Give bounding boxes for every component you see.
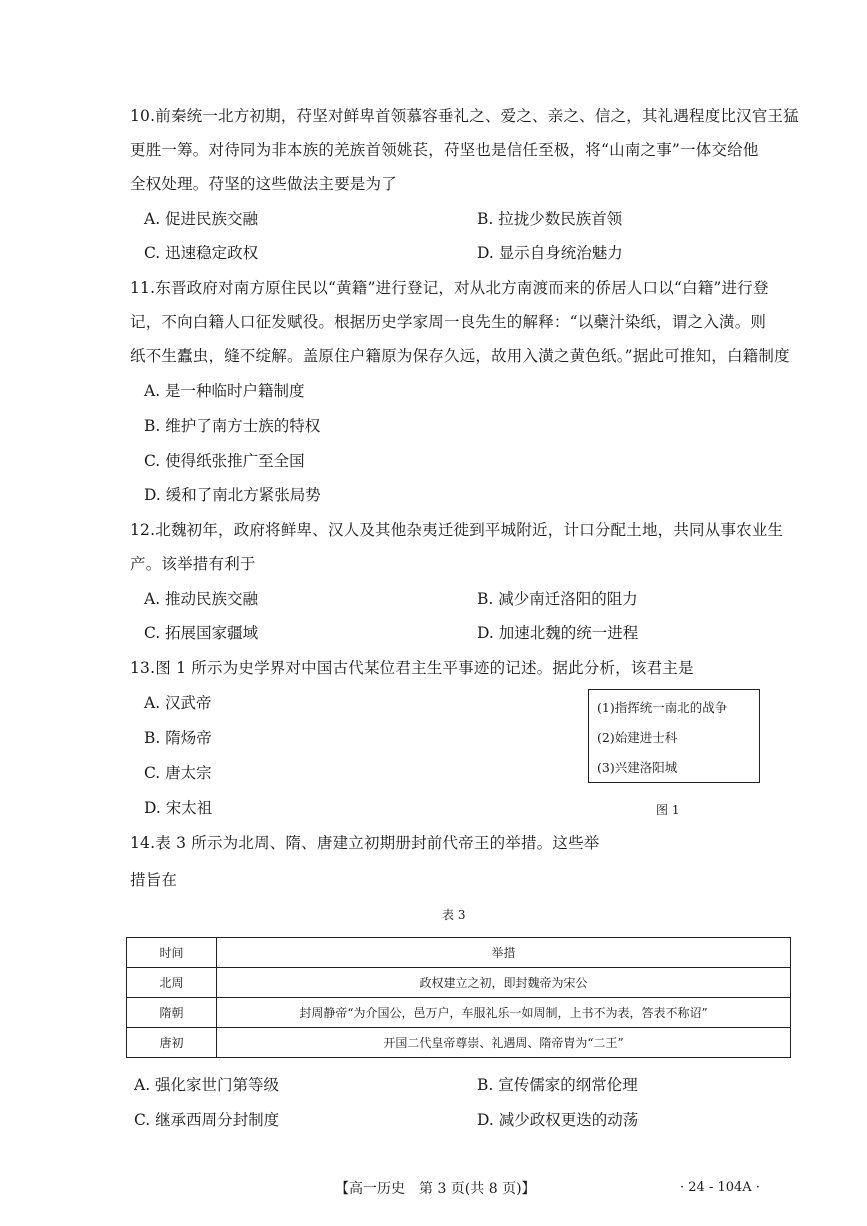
q12-option-d: D. 加速北魏的统一进程 bbox=[477, 624, 639, 642]
q13-option-a: A. 汉武帝 bbox=[144, 694, 212, 712]
q10-option-d: D. 显示自身统治魅力 bbox=[477, 244, 623, 262]
q14-option-c: C. 继承西周分封制度 bbox=[134, 1111, 280, 1129]
table-header-row bbox=[127, 938, 791, 968]
q11-option-c: C. 使得纸张推广至全国 bbox=[144, 452, 305, 470]
q12-option-c: C. 拓展国家疆域 bbox=[144, 624, 259, 642]
q11-option-b: B. 维护了南方士族的特权 bbox=[144, 417, 321, 435]
q12-option-b: B. 减少南迁洛阳的阻力 bbox=[477, 590, 638, 608]
q11-option-a: A. 是一种临时户籍制度 bbox=[144, 382, 305, 400]
q14-option-d: D. 减少政权更迭的动荡 bbox=[477, 1111, 639, 1129]
q13-option-d: D. 宋太祖 bbox=[144, 799, 213, 817]
q12-stem-line2: 产。该举措有利于 bbox=[130, 555, 256, 573]
q10-option-a: A. 促进民族交融 bbox=[144, 210, 259, 228]
table-cell-time: 唐初 bbox=[127, 1028, 217, 1058]
table-header-measure: 举措 bbox=[217, 938, 791, 968]
q13-stem-line1: 13.图 1 所示为史学界对中国古代某位君主生平事迹的记述。据此分析，该君主是 bbox=[130, 659, 694, 677]
table-cell-measure: 政权建立之初，即封魏帝为宋公 bbox=[217, 968, 791, 998]
table-3-caption: 表 3 bbox=[442, 908, 466, 922]
table-3 bbox=[126, 937, 791, 1058]
q11-stem-line1: 11.东晋政府对南方原住民以“黄籍”进行登记，对从北方南渡而来的侨居人口以“白籍”进行登 bbox=[130, 279, 769, 297]
q11-stem-line3: 纸不生蠹虫，缝不绽解。盖原住户籍原为保存久远，故用入潢之黄色纸。”据此可推知，白籍制度 bbox=[130, 347, 790, 365]
q10-option-b: B. 拉拢少数民族首领 bbox=[477, 210, 623, 228]
table-cell-measure: 开国二代皇帝尊崇、礼遇周、隋帝胄为“二王” bbox=[217, 1028, 791, 1058]
q12-stem-line1: 12.北魏初年，政府将鲜卑、汉人及其他杂夷迁徙到平城附近，计口分配土地，共同从事农业生 bbox=[130, 521, 784, 539]
q14-stem-line1: 14.表 3 所示为北周、隋、唐建立初期册封前代帝王的举措。这些举 bbox=[130, 834, 600, 852]
q11-option-d: D. 缓和了南北方紧张局势 bbox=[144, 486, 321, 504]
table-cell-time: 隋朝 bbox=[127, 998, 217, 1028]
q13-option-c: C. 唐太宗 bbox=[144, 764, 212, 782]
figure-1-caption: 图 1 bbox=[656, 803, 680, 817]
table-row bbox=[127, 998, 791, 1028]
q14-option-a: A. 强化家世门第等级 bbox=[134, 1076, 280, 1094]
q14-option-b: B. 宣传儒家的纲常伦理 bbox=[477, 1076, 638, 1094]
q10-stem-line1: 10.前秦统一北方初期，苻坚对鲜卑首领慕容垂礼之、爱之、亲之、信之，其礼遇程度比汉官王猛 bbox=[130, 107, 799, 125]
table-row bbox=[127, 1028, 791, 1058]
figure-1-box bbox=[588, 689, 760, 783]
figure-1-item-2: (2)始建进士科 bbox=[597, 730, 678, 745]
table-cell-measure: 封周静帝“为介国公，邑万户，车服礼乐一如周制，上书不为表，答表不称诏” bbox=[217, 998, 791, 1028]
q10-stem-line2: 更胜一筹。对待同为非本族的羌族首领姚苌，苻坚也是信任至极，将“山南之事”一体交给他 bbox=[130, 141, 759, 159]
page-footer-code: · 24 - 104A · bbox=[680, 1180, 760, 1195]
q12-option-a: A. 推动民族交融 bbox=[144, 590, 259, 608]
q10-stem-line3: 全权处理。苻坚的这些做法主要是为了 bbox=[130, 175, 397, 193]
figure-1-item-3: (3)兴建洛阳城 bbox=[597, 760, 678, 775]
q13-option-b: B. 隋炀帝 bbox=[144, 729, 212, 747]
page-footer-title: 【高一历史 第 3 页(共 8 页)】 bbox=[335, 1181, 536, 1197]
q14-stem-line2: 措旨在 bbox=[130, 871, 178, 889]
q11-stem-line2: 记，不向白籍人口征发赋役。根据历史学家周一良先生的解释：“以蘗汁染纸，谓之入潢。则 bbox=[130, 313, 767, 331]
q10-option-c: C. 迅速稳定政权 bbox=[144, 244, 259, 262]
table-header-time: 时间 bbox=[127, 938, 217, 968]
table-cell-time: 北周 bbox=[127, 968, 217, 998]
figure-1-item-1: (1)指挥统一南北的战争 bbox=[597, 700, 728, 715]
table-row bbox=[127, 968, 791, 998]
